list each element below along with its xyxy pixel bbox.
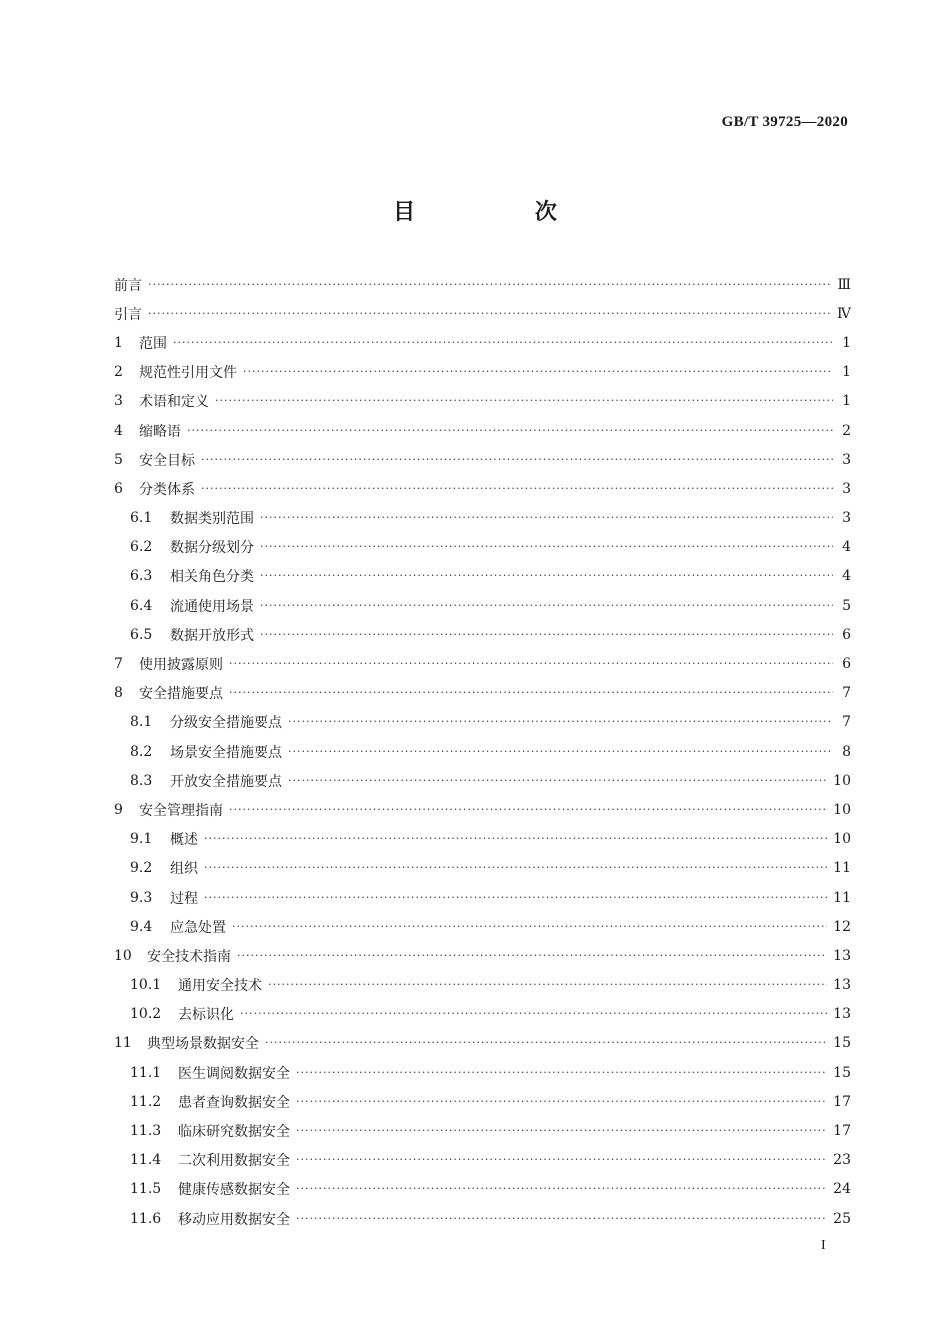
toc-entry[interactable]: [114, 533, 851, 562]
toc-entry[interactable]: [114, 883, 851, 912]
toc-entry[interactable]: [114, 649, 851, 678]
toc-entry[interactable]: [114, 1000, 851, 1029]
page-number: I: [821, 1238, 826, 1253]
toc-entry-number: 5: [114, 451, 123, 468]
toc-leader-dots: [204, 891, 827, 905]
toc-entry[interactable]: [114, 941, 851, 970]
toc-entry-label: 开放安全措施要点: [170, 773, 282, 790]
toc-entry-page: 1: [842, 334, 851, 351]
toc-entry[interactable]: [114, 1087, 851, 1116]
toc-entry-number: 11.5: [130, 1181, 162, 1198]
toc-entry-page: 10: [833, 831, 851, 848]
toc-entry-label: 典型场景数据安全: [147, 1036, 259, 1053]
toc-leader-dots: [201, 453, 833, 467]
toc-leader-dots: [229, 803, 827, 817]
toc-entry-number: 2: [114, 364, 123, 381]
table-of-contents: [114, 270, 851, 1233]
toc-entry-page: 6: [842, 626, 851, 643]
toc-entry-label: 安全技术指南: [147, 948, 231, 965]
toc-entry-number: 4: [114, 422, 123, 439]
toc-entry-page: 15: [833, 1035, 851, 1052]
toc-entry-page: 5: [842, 597, 851, 614]
toc-entry-page: 13: [833, 947, 851, 964]
toc-entry[interactable]: [114, 1204, 851, 1233]
toc-entry[interactable]: [114, 504, 851, 533]
toc-entry-page: 17: [833, 1093, 851, 1110]
toc-entry-number: 6: [114, 480, 123, 497]
toc-entry-label: 规范性引用文件: [139, 365, 237, 382]
toc-entry-page: 10: [833, 772, 851, 789]
toc-leader-dots: [173, 336, 833, 350]
toc-entry[interactable]: [114, 795, 851, 824]
toc-leader-dots: [260, 540, 833, 554]
toc-entry[interactable]: [114, 620, 851, 649]
toc-entry-number: 11.3: [130, 1123, 162, 1140]
toc-entry-label: 安全措施要点: [139, 686, 223, 703]
toc-entry-label: 前言: [114, 277, 142, 294]
toc-leader-dots: [260, 628, 833, 642]
toc-leader-dots: [148, 278, 831, 292]
toc-entry-label: 缩略语: [139, 423, 181, 440]
toc-entry-label: 流通使用场景: [170, 598, 254, 615]
toc-entry-label: 健康传感数据安全: [178, 1182, 290, 1199]
toc-entry-page: 1: [842, 393, 851, 410]
toc-leader-dots: [232, 920, 827, 934]
toc-entry-label: 临床研究数据安全: [178, 1124, 290, 1141]
toc-leader-dots: [215, 394, 833, 408]
toc-leader-dots: [296, 1182, 827, 1196]
toc-leader-dots: [296, 1212, 827, 1226]
toc-leader-dots: [268, 978, 827, 992]
standard-code: GB/T 39725—2020: [721, 114, 848, 130]
toc-entry-number: 9.1: [130, 831, 153, 848]
toc-entry-number: 7: [114, 656, 123, 673]
toc-entry-page: 7: [842, 714, 851, 731]
toc-entry-page: 6: [842, 656, 851, 673]
toc-entry-page: 15: [833, 1064, 851, 1081]
toc-entry-page: 7: [842, 685, 851, 702]
toc-leader-dots: [204, 832, 827, 846]
toc-entry-page: 25: [833, 1210, 851, 1227]
toc-entry-page: 4: [842, 539, 851, 556]
toc-entry[interactable]: [114, 679, 851, 708]
toc-leader-dots: [240, 1007, 827, 1021]
toc-entry-label: 患者查询数据安全: [178, 1094, 290, 1111]
toc-entry[interactable]: [114, 270, 851, 299]
toc-entry[interactable]: [114, 1175, 851, 1204]
toc-entry-page: 1: [842, 364, 851, 381]
toc-leader-dots: [243, 365, 833, 379]
toc-entry-label: 概述: [170, 832, 198, 849]
toc-entry[interactable]: [114, 591, 851, 620]
toc-entry-page: 3: [842, 480, 851, 497]
toc-entry-label: 通用安全技术: [178, 978, 262, 995]
toc-leader-dots: [229, 686, 833, 700]
toc-entry-label: 安全管理指南: [139, 802, 223, 819]
toc-title: 目 次: [393, 200, 613, 225]
toc-entry-number: 11.1: [130, 1064, 162, 1081]
toc-entry-number: 6.2: [130, 539, 153, 556]
toc-entry-label: 术语和定义: [139, 394, 209, 411]
toc-entry-number: 11.2: [130, 1093, 162, 1110]
toc-entry-page: 11: [833, 889, 851, 906]
toc-entry-number: 11.6: [130, 1210, 162, 1227]
toc-entry-number: 3: [114, 393, 123, 410]
toc-entry[interactable]: [114, 328, 851, 357]
toc-entry-label: 安全目标: [139, 452, 195, 469]
toc-entry-page: 12: [833, 918, 851, 935]
toc-leader-dots: [229, 657, 833, 671]
toc-entry-number: 9.2: [130, 860, 153, 877]
toc-entry-page: 3: [842, 510, 851, 527]
toc-entry[interactable]: [114, 854, 851, 883]
toc-entry-label: 二次利用数据安全: [178, 1153, 290, 1170]
toc-leader-dots: [296, 1153, 827, 1167]
toc-entry-number: 8.2: [130, 743, 153, 760]
toc-entry-page: 8: [842, 743, 851, 760]
toc-entry-label: 数据分级划分: [170, 540, 254, 557]
toc-entry[interactable]: [114, 1146, 851, 1175]
toc-entry-label: 移动应用数据安全: [178, 1211, 290, 1228]
toc-entry-page: Ⅲ: [837, 276, 851, 293]
toc-entry-page: 17: [833, 1123, 851, 1140]
toc-entry-label: 场景安全措施要点: [170, 744, 282, 761]
toc-entry-page: 10: [833, 801, 851, 818]
toc-leader-dots: [296, 1066, 827, 1080]
toc-entry[interactable]: [114, 708, 851, 737]
toc-entry-number: 8.1: [130, 714, 153, 731]
toc-entry[interactable]: [114, 358, 851, 387]
toc-entry-page: 2: [842, 422, 851, 439]
toc-entry-label: 应急处置: [170, 919, 226, 936]
toc-entry-number: 1: [114, 334, 123, 351]
toc-entry-label: 范围: [139, 335, 167, 352]
toc-entry[interactable]: [114, 562, 851, 591]
toc-entry-label: 数据开放形式: [170, 627, 254, 644]
toc-entry[interactable]: [114, 445, 851, 474]
toc-leader-dots: [148, 307, 831, 321]
toc-entry-page: 3: [842, 451, 851, 468]
toc-leader-dots: [288, 774, 827, 788]
toc-entry-label: 去标识化: [178, 1007, 234, 1024]
toc-entry-page: Ⅳ: [837, 305, 851, 322]
toc-entry-number: 6.3: [130, 568, 153, 585]
toc-entry-page: 24: [833, 1181, 851, 1198]
toc-entry-label: 数据类别范围: [170, 511, 254, 528]
toc-entry-number: 9.4: [130, 918, 153, 935]
toc-entry[interactable]: [114, 416, 851, 445]
toc-entry[interactable]: [114, 825, 851, 854]
toc-entry-label: 引言: [114, 306, 142, 323]
toc-leader-dots: [288, 715, 833, 729]
toc-entry-number: 11.4: [130, 1152, 162, 1169]
toc-entry-label: 分类体系: [139, 481, 195, 498]
toc-entry-number: 8.3: [130, 772, 153, 789]
toc-leader-dots: [296, 1124, 827, 1138]
toc-entry-page: 4: [842, 568, 851, 585]
toc-entry-label: 组织: [170, 861, 198, 878]
toc-entry-label: 分级安全措施要点: [170, 715, 282, 732]
toc-leader-dots: [260, 599, 833, 613]
toc-entry-page: 13: [833, 977, 851, 994]
toc-entry-number: 10.1: [130, 977, 162, 994]
toc-leader-dots: [201, 482, 833, 496]
toc-entry[interactable]: [114, 1058, 851, 1087]
toc-leader-dots: [296, 1095, 827, 1109]
toc-entry-page: 11: [833, 860, 851, 877]
toc-leader-dots: [260, 569, 833, 583]
toc-entry[interactable]: [114, 737, 851, 766]
toc-entry-number: 9.3: [130, 889, 153, 906]
toc-entry-number: 9: [114, 801, 123, 818]
toc-entry-number: 8: [114, 685, 123, 702]
toc-entry-number: 6.4: [130, 597, 153, 614]
toc-entry[interactable]: [114, 387, 851, 416]
toc-leader-dots: [288, 745, 833, 759]
toc-entry[interactable]: [114, 912, 851, 941]
toc-entry[interactable]: [114, 766, 851, 795]
toc-leader-dots: [187, 424, 833, 438]
toc-entry[interactable]: [114, 474, 851, 503]
toc-entry[interactable]: [114, 1029, 851, 1058]
toc-entry[interactable]: [114, 299, 851, 328]
toc-entry-label: 使用披露原则: [139, 657, 223, 674]
toc-entry-page: 13: [833, 1006, 851, 1023]
toc-leader-dots: [260, 511, 833, 525]
toc-entry-number: 6.5: [130, 626, 153, 643]
toc-entry-page: 23: [833, 1152, 851, 1169]
toc-entry[interactable]: [114, 1116, 851, 1145]
toc-entry-number: 6.1: [130, 510, 153, 527]
toc-entry-label: 医生调阅数据安全: [178, 1065, 290, 1082]
toc-entry-number: 10.2: [130, 1006, 162, 1023]
toc-entry-number: 11: [114, 1035, 132, 1052]
toc-entry-label: 过程: [170, 890, 198, 907]
toc-leader-dots: [265, 1036, 827, 1050]
toc-entry-number: 10: [114, 947, 132, 964]
toc-entry[interactable]: [114, 971, 851, 1000]
toc-leader-dots: [204, 861, 827, 875]
toc-entry-label: 相关角色分类: [170, 569, 254, 586]
toc-leader-dots: [237, 949, 827, 963]
